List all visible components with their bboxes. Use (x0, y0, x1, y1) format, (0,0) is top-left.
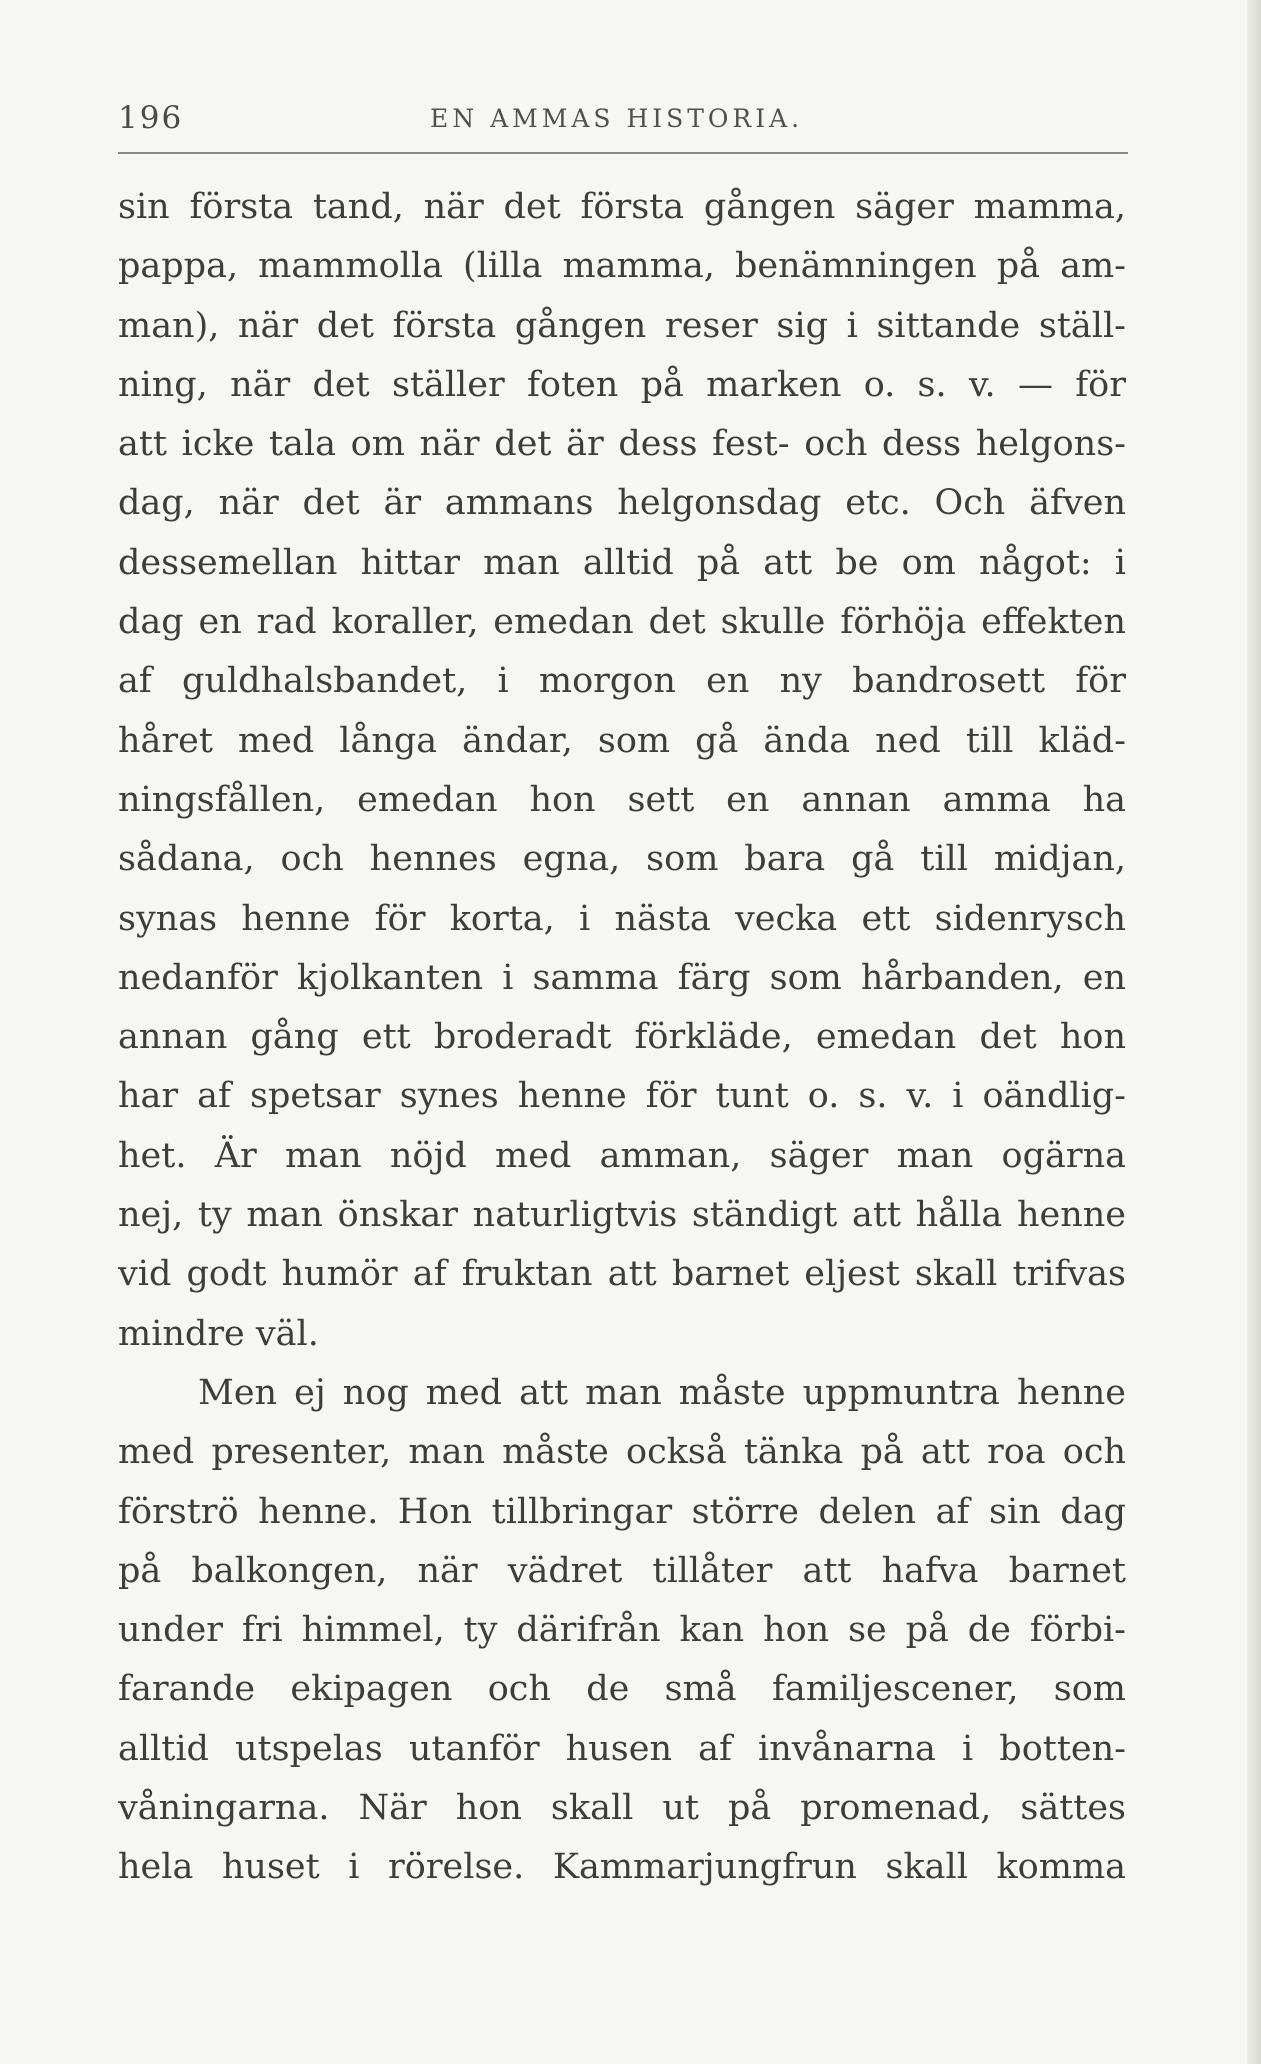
text-line: med presenter, man måste också tänka på att roa och (118, 1432, 1126, 1473)
text-line: dessemellan hittar man alltid på att be om något: i (118, 542, 1126, 583)
text-line: har af spetsar synes henne för tunt o. s. v. i oändlig- (118, 1076, 1126, 1117)
paragraph-start-line: Men ej nog med att man måste uppmuntra henne (198, 1372, 1126, 1413)
text-line: het. Är man nöjd med amman, säger man ogärna (118, 1135, 1126, 1176)
page-edge-shadow (1247, 0, 1261, 2064)
text-line: sådana, och hennes egna, som bara gå till midjan, (118, 839, 1126, 880)
text-line: ningsfållen, emedan hon sett en annan amma ha (118, 779, 1126, 820)
text-line: under fri himmel, ty därifrån kan hon se på de förbi- (118, 1610, 1126, 1651)
text-line: dag, när det är ammans helgonsdag etc. Och äfven (118, 483, 1126, 524)
page-header (118, 100, 1128, 144)
header-rule (118, 152, 1128, 154)
text-line: hela huset i rörelse. Kammarjungfrun skall komma (118, 1847, 1126, 1888)
text-line: vid godt humör af fruktan att barnet eljest skall trifvas (118, 1254, 1126, 1295)
text-line: att icke tala om när det är dess fest- och dess helgons- (118, 424, 1126, 465)
paragraph-end-line: mindre väl. (118, 1313, 319, 1354)
running-title: EN AMMAS HISTORIA. (430, 104, 804, 133)
text-line: sin första tand, när det första gången säger mamma, (118, 187, 1126, 227)
text-line: synas henne för korta, i nästa vecka ett sidenrysch (118, 898, 1126, 939)
text-line: farande ekipagen och de små familjescener, som (118, 1669, 1126, 1710)
text-line: våningarna. När hon skall ut på promenad, sättes (118, 1788, 1126, 1829)
text-line: pappa, mammolla (lilla mamma, benämningen på am- (118, 246, 1126, 287)
text-line: håret med långa ändar, som gå ända ned till kläd- (118, 720, 1126, 761)
page-number: 196 (118, 100, 184, 136)
text-line: af guldhalsbandet, i morgon en ny bandrosett för (118, 661, 1126, 702)
text-line: annan gång ett broderadt förkläde, emedan det hon (118, 1017, 1126, 1058)
text-line: på balkongen, när vädret tillåter att hafva barnet (118, 1550, 1126, 1591)
text-line: dag en rad koraller, emedan det skulle förhöja effekten (118, 602, 1126, 643)
text-line: man), när det första gången reser sig i sittande ställ- (118, 305, 1126, 346)
text-line: nej, ty man önskar naturligtvis ständigt att hålla henne (118, 1195, 1126, 1236)
text-line: förströ henne. Hon tillbringar större delen af sin dag (118, 1491, 1126, 1532)
text-line: ning, när det ställer foten på marken o. s. v. — för (118, 364, 1126, 405)
body-text (118, 178, 1126, 1898)
text-line: nedanför kjolkanten i samma färg som hårbanden, en (118, 957, 1126, 998)
text-line: alltid utspelas utanför husen af invånarna i botten- (118, 1728, 1126, 1769)
